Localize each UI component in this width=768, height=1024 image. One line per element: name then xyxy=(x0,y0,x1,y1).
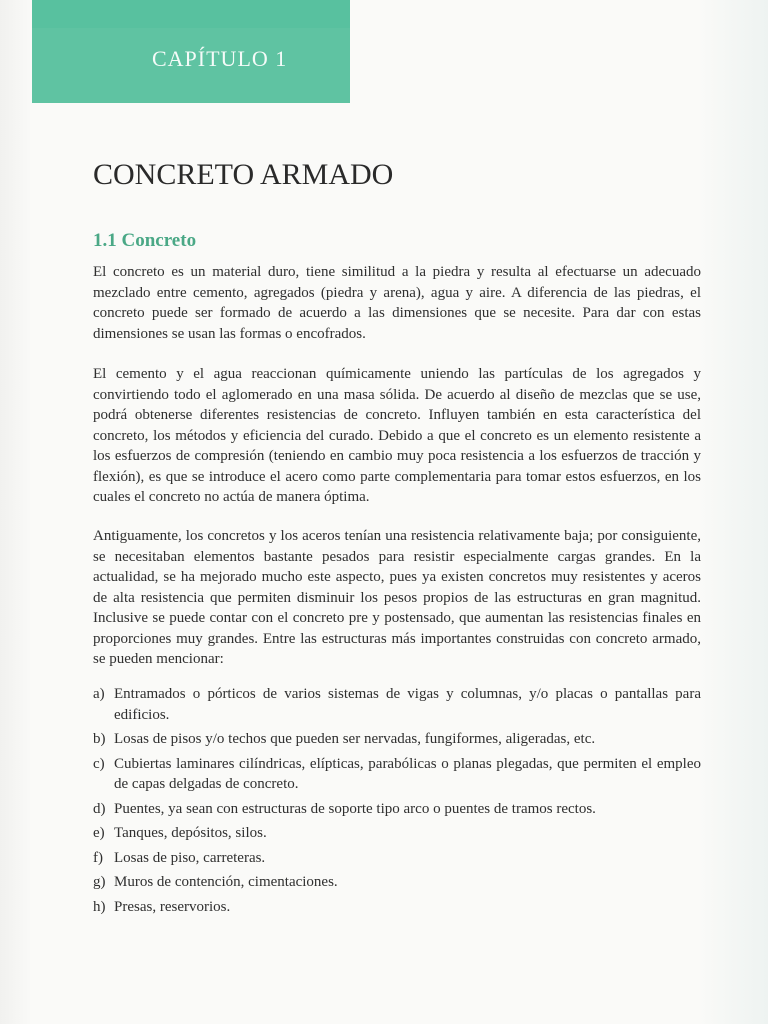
list-item-letter: h) xyxy=(93,898,106,915)
list-item-letter: g) xyxy=(93,874,106,890)
list-item xyxy=(93,897,701,918)
list-item xyxy=(93,823,701,844)
list-item-letter: c) xyxy=(93,755,105,772)
list-item-text: Entramados o pórticos de varios sistemas de vigas y columnas, y/o placas o pantallas para edificios. xyxy=(114,686,701,723)
list-item-letter: b) xyxy=(93,731,106,747)
paragraph-intro: El concreto es un material duro, tiene similitud a la piedra y resulta al efectuarse un adecuado mezclado entre cemento, agregados (piedra y arena), agua y aire. A diferencia de las piedras, el concreto puede ser formado de acuerdo a las dimensiones que se necesite. Para dar con estas dimensiones se usan las formas o encofrados. xyxy=(93,264,701,342)
list-item xyxy=(93,872,701,893)
list-item-letter: f) xyxy=(93,849,103,866)
page-right-shadow xyxy=(698,0,768,1024)
list-item-letter: d) xyxy=(93,800,106,817)
list-item-letter: a) xyxy=(93,686,105,702)
list-item-letter: e) xyxy=(93,825,105,841)
list-item-text: Muros de contención, cimentaciones. xyxy=(114,874,338,890)
chapter-label: CAPÍTULO 1 xyxy=(152,46,288,71)
list-item xyxy=(93,848,701,869)
structures-list xyxy=(93,684,701,921)
paragraph-history: Antiguamente, los concretos y los aceros tenían una resistencia relativamente baja; por consiguiente, se necesitaban elementos bastante pesados para resistir especialmente cargas grandes. En la actualidad, se ha mejorado mucho este aspecto, pues ya existen concretos muy resistentes y aceros de alta resistencia que permiten disminuir los pesos propios de las estructuras en gran magnitud. Inclusive se puede contar con el concreto pre y postensado, que aumentan las resistencias finales en proporciones muy grandes. Entre las estructuras más importantes construidas con concreto armado, se pueden mencionar: xyxy=(93,528,701,667)
list-item xyxy=(93,754,701,795)
chapter-title: CONCRETO ARMADO xyxy=(93,158,394,191)
chapter-banner-strip xyxy=(32,0,350,28)
list-item-text: Puentes, ya sean con estructuras de soporte tipo arco o puentes de tramos rectos. xyxy=(114,800,596,817)
list-item-text: Presas, reservorios. xyxy=(114,898,231,915)
list-item-text: Tanques, depósitos, silos. xyxy=(114,825,267,841)
section-heading: 1.1 Concreto xyxy=(93,230,197,251)
list-item xyxy=(93,729,701,750)
paragraph-cement-water: El cemento y el agua reaccionan químicamente uniendo las partículas de los agregados y convirtiendo todo el aglomerado en una masa sólida. De acuerdo al diseño de mezclas que se use, podrá obtenerse diferentes resistencias de concreto. Influyen también en esta característica del concreto, los métodos y eficiencia del curado. Debido a que el concreto es un elemento resistente a los esfuerzos de compresión (teniendo en cambio muy poca resistencia a los esfuerzos de tracción y flexión), es que se introduce el acero como parte complementaria para tomar estos esfuerzos, en los cuales el concreto no actúa de manera óptima. xyxy=(93,366,701,505)
list-item xyxy=(93,684,701,725)
list-item-text: Cubiertas laminares cilíndricas, elípticas, parabólicas o planas plegadas, que permiten el empleo de capas delgadas de concreto. xyxy=(114,755,701,792)
list-item xyxy=(93,799,701,820)
list-item-text: Losas de pisos y/o techos que pueden ser nervadas, fungiformes, aligeradas, etc. xyxy=(114,731,596,747)
page-left-shadow xyxy=(0,0,32,1024)
list-item-text: Losas de piso, carreteras. xyxy=(114,849,266,866)
